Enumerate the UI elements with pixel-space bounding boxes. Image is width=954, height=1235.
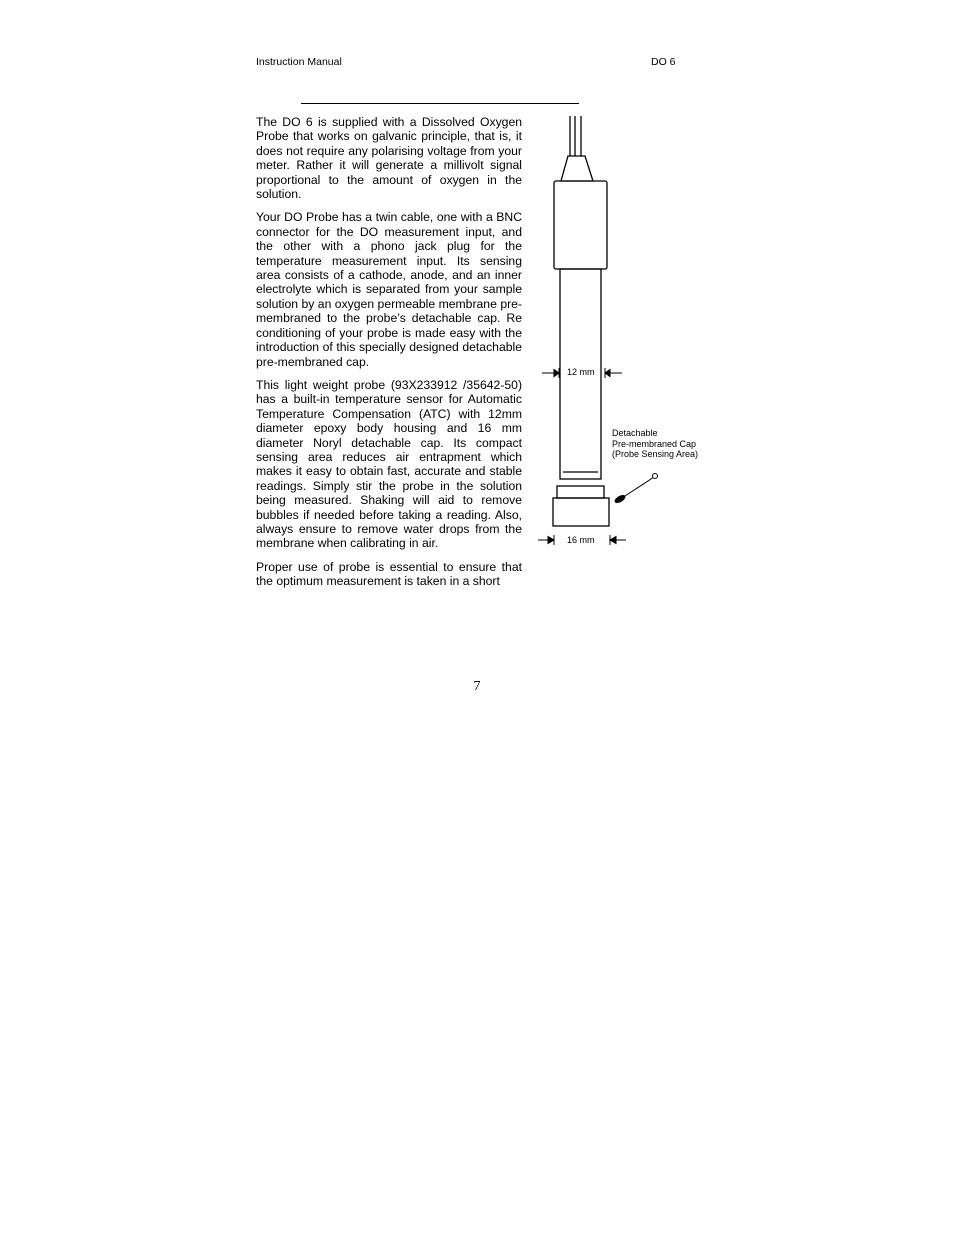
strain-relief xyxy=(561,156,593,181)
paragraph-specs: This light weight probe (93X233912 /35642-50) has a built-in temperature sensor for Automatic Temperature Compensation (ATC) with 12mm diameter epoxy body housing and 16 mm diameter Noryl detachable cap. Its compact sensing area reduces air entrapment which makes it easy to obtain fast, accurate and stable readings. Simply stir the probe in the solution being measured. Shaking will aid to remove bubbles if needed before taking a reading. Also, always ensure to remove water drops from the membrane when calibrating in air. xyxy=(256,377,522,551)
header-title: Instruction Manual xyxy=(256,56,342,68)
probe-handle xyxy=(554,181,607,269)
cap-callout-line-1: Detachable xyxy=(612,428,658,438)
paragraph-usage: Proper use of probe is essential to ensure that the optimum measurement is taken in a short xyxy=(256,559,522,589)
probe-cap xyxy=(553,498,609,526)
probe-diagram xyxy=(530,110,730,560)
cap-leader xyxy=(613,474,657,505)
probe-collar xyxy=(557,486,604,498)
body-text xyxy=(256,115,522,598)
header-model: DO 6 xyxy=(651,56,676,68)
page-number: 7 xyxy=(473,679,481,694)
paragraph-cable: Your DO Probe has a twin cable, one with a BNC connector for the DO measurement input, and the other with a phono jack plug for the temperature measurement input. Its sensing area consists of a cathode, anode, and an inner electrolyte which is separated from your sample solution by an oxygen permeable membrane pre-membraned to the probe’s detachable cap. Re conditioning of your probe is made easy with the introduction of this specially designed detachable pre-membraned cap. xyxy=(256,210,522,369)
cap-callout-line-2: Pre-membraned Cap xyxy=(612,438,697,449)
cap-callout xyxy=(612,428,698,460)
section-rule xyxy=(301,103,579,104)
cap-dimension-label: 16 mm xyxy=(567,535,595,545)
body-dimension-label: 12 mm xyxy=(567,367,595,377)
cap-callout-line-3: (Probe Sensing Area) xyxy=(612,449,699,459)
paragraph-intro: The DO 6 is supplied with a Dissolved Oxygen Probe that works on galvanic principle, that is, it does not require any polarising voltage from your meter. Rather it will generate a millivolt signal proportional to the amount of oxygen in the solution. xyxy=(256,115,522,202)
